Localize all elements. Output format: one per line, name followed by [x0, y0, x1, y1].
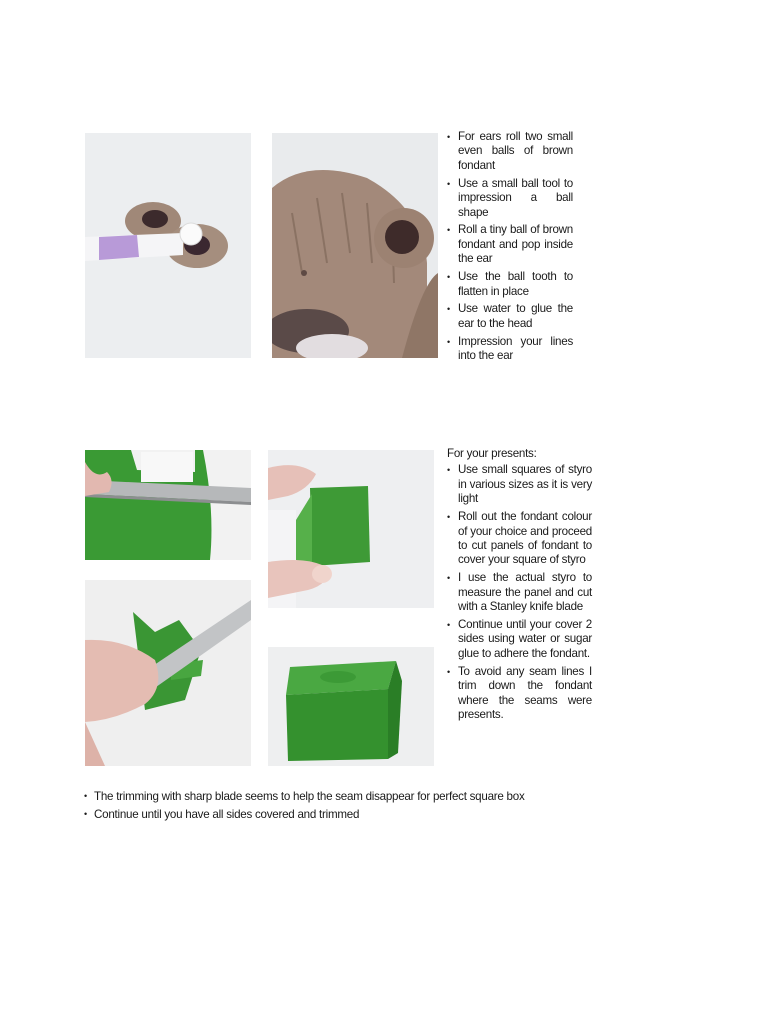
ears-instructions — [447, 130, 573, 367]
list-item: • Use water to glue the ear to the head — [447, 302, 573, 331]
list-item: • To avoid any seam lines I trim down the fondant where the seams were presents. — [447, 665, 592, 723]
final-notes — [84, 788, 664, 823]
list-item: • Roll a tiny ball of brown fondant and pop inside the ear — [447, 223, 573, 266]
bear-head-ear-photo — [272, 133, 438, 358]
ball-tool-ear-photo — [85, 133, 251, 358]
list-item: • The trimming with sharp blade seems to help the seam disappear for perfect square box — [84, 788, 664, 806]
knife-cut-fondant-photo — [85, 450, 251, 560]
presents-heading: For your presents: — [447, 447, 537, 460]
list-item: • Use a small ball tool to impression a ball shape — [447, 177, 573, 220]
list-item: • I use the actual styro to measure the panel and cut with a Stanley knife blade — [447, 571, 592, 614]
trim-seam-photo — [85, 580, 251, 766]
list-item: • For ears roll two small even balls of brown fondant — [447, 130, 573, 173]
list-item: • Impression your lines into the ear — [447, 335, 573, 364]
list-item: • Continue until you have all sides covered and trimmed — [84, 806, 664, 824]
list-item: • Use small squares of styro in various sizes as it is very light — [447, 463, 592, 506]
fondant-panel-on-styro-photo — [268, 450, 434, 608]
finished-green-box-photo — [268, 647, 434, 766]
list-item: • Roll out the fondant colour of your choice and proceed to cut panels of fondant to cover your square of styro — [447, 510, 592, 568]
list-item: • Use the ball tooth to flatten in place — [447, 270, 573, 299]
presents-instructions — [447, 447, 592, 726]
list-item: • Continue until your cover 2 sides using water or sugar glue to adhere the fondant. — [447, 618, 592, 661]
